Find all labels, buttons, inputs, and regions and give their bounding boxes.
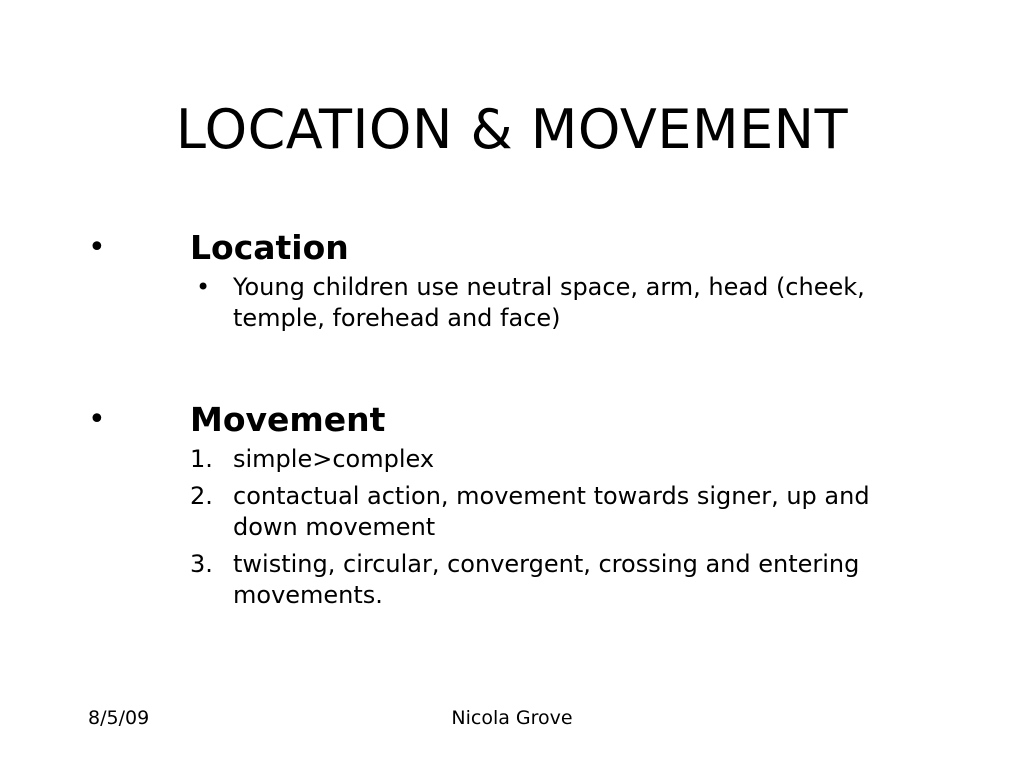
- sub-bullet-marker: •: [196, 273, 211, 301]
- location-sub-list: [0, 272, 1024, 334]
- list-item: [0, 444, 913, 475]
- slide-title: LOCATION & MOVEMENT: [175, 98, 849, 161]
- section-location: [0, 226, 1024, 340]
- section-heading-row: [0, 398, 1024, 444]
- list-item: [0, 272, 913, 334]
- list-number-marker: 3.: [190, 550, 213, 578]
- movement-sub-list: [0, 444, 1024, 611]
- list-number-marker: 1.: [190, 445, 213, 473]
- section-heading-location: Location: [190, 228, 349, 267]
- list-item-text: Young children use neutral space, arm, head (cheek, temple, forehead and face): [233, 273, 865, 332]
- bullet-marker: •: [88, 230, 106, 265]
- list-item-text: twisting, circular, convergent, crossing and entering movements.: [233, 550, 860, 609]
- footer-date: 8/5/09: [88, 707, 150, 729]
- list-number-marker: 2.: [190, 482, 213, 510]
- section-heading-row: [0, 226, 1024, 272]
- section-heading-movement: Movement: [190, 400, 386, 439]
- list-item: [0, 481, 913, 543]
- list-item-text: contactual action, movement towards signer, up and down movement: [233, 482, 870, 541]
- list-item: [0, 549, 913, 611]
- footer-author: Nicola Grove: [451, 707, 573, 729]
- bullet-marker: •: [88, 402, 106, 437]
- list-item-text: simple>complex: [233, 445, 435, 473]
- section-movement: [0, 398, 1024, 617]
